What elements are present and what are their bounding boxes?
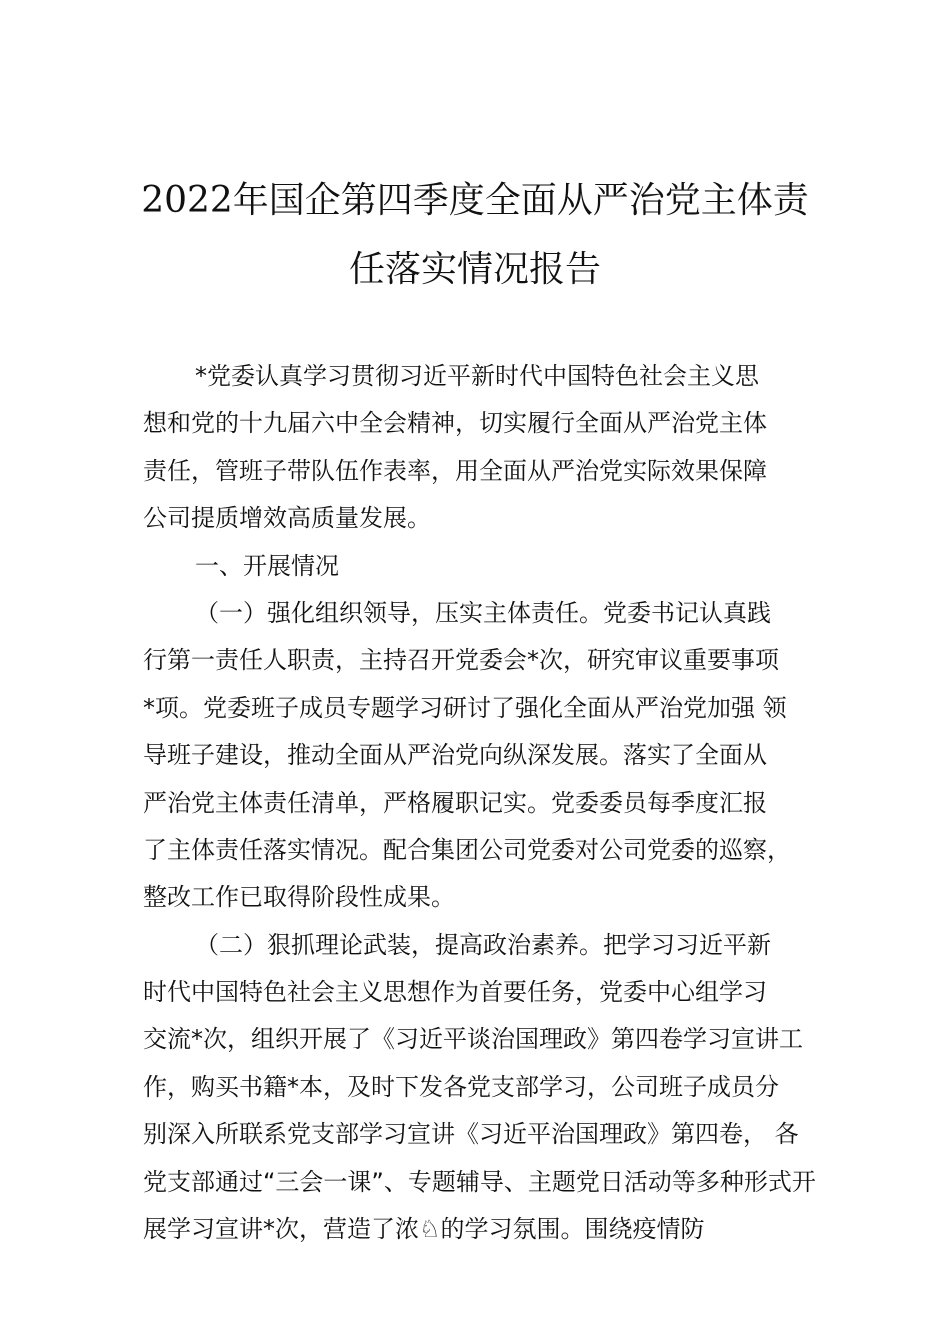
body-line: 作，购买书籍*本，及时下发各党支部学习，公司班子成员分 — [143, 1072, 779, 1101]
body-line: 交流*次，组织开展了《习近平谈治国理政》第四卷学习宣讲工 — [143, 1025, 803, 1054]
body-line: （一）强化组织领导，压实主体责任。党委书记认真践 — [195, 598, 771, 627]
body-line: *党委认真学习贯彻习近平新时代中国特色社会主义思 — [195, 362, 759, 390]
body-line: 展学习宣讲*次，营造了浓♘的学习氛围。围绕疫情防 — [143, 1215, 705, 1244]
body-line: 公司提质增效高质量发展。 — [143, 504, 431, 533]
body-line: 导班子建设，推动全面从严治党向纵深发展。落实了全面从 — [143, 741, 767, 770]
body-line: 党支部通过“三会一课”、专题辅导、主题党日活动等多种形式开 — [143, 1167, 816, 1196]
document-title-line-1: 2022年国企第四季度全面从严治党主体责 — [141, 180, 809, 221]
body-line: 了主体责任落实情况。配合集团公司党委对公司党委的巡察， — [143, 835, 791, 864]
document-body — [143, 353, 833, 1253]
body-line: 行第一责任人职责，主持召开党委会*次，研究审议重要事项 — [143, 646, 779, 675]
body-line: 严治党主体责任清单，严格履职记实。党委委员每季度汇报 — [143, 788, 767, 817]
body-line: 责任，管班子带队伍作表率，用全面从严治党实际效果保障 — [143, 456, 767, 485]
body-line: （二）狠抓理论武装，提高政治素养。把学习习近平新 — [195, 930, 771, 959]
body-line: 想和党的十九届六中全会精神，切实履行全面从严治党主体 — [143, 409, 767, 438]
body-line: 时代中国特色社会主义思想作为首要任务，党委中心组学习 — [143, 978, 767, 1007]
document-title-line-2: 任落实情况报告 — [348, 249, 601, 290]
body-line: 别深入所联系党支部学习宣讲《习近平治国理政》第四卷， 各 — [143, 1120, 799, 1149]
body-line: 整改工作已取得阶段性成果。 — [143, 883, 455, 912]
section-heading: 一、开展情况 — [195, 551, 339, 580]
body-line: *项。党委班子成员专题学习研讨了强化全面从严治党加强 领 — [143, 693, 787, 722]
